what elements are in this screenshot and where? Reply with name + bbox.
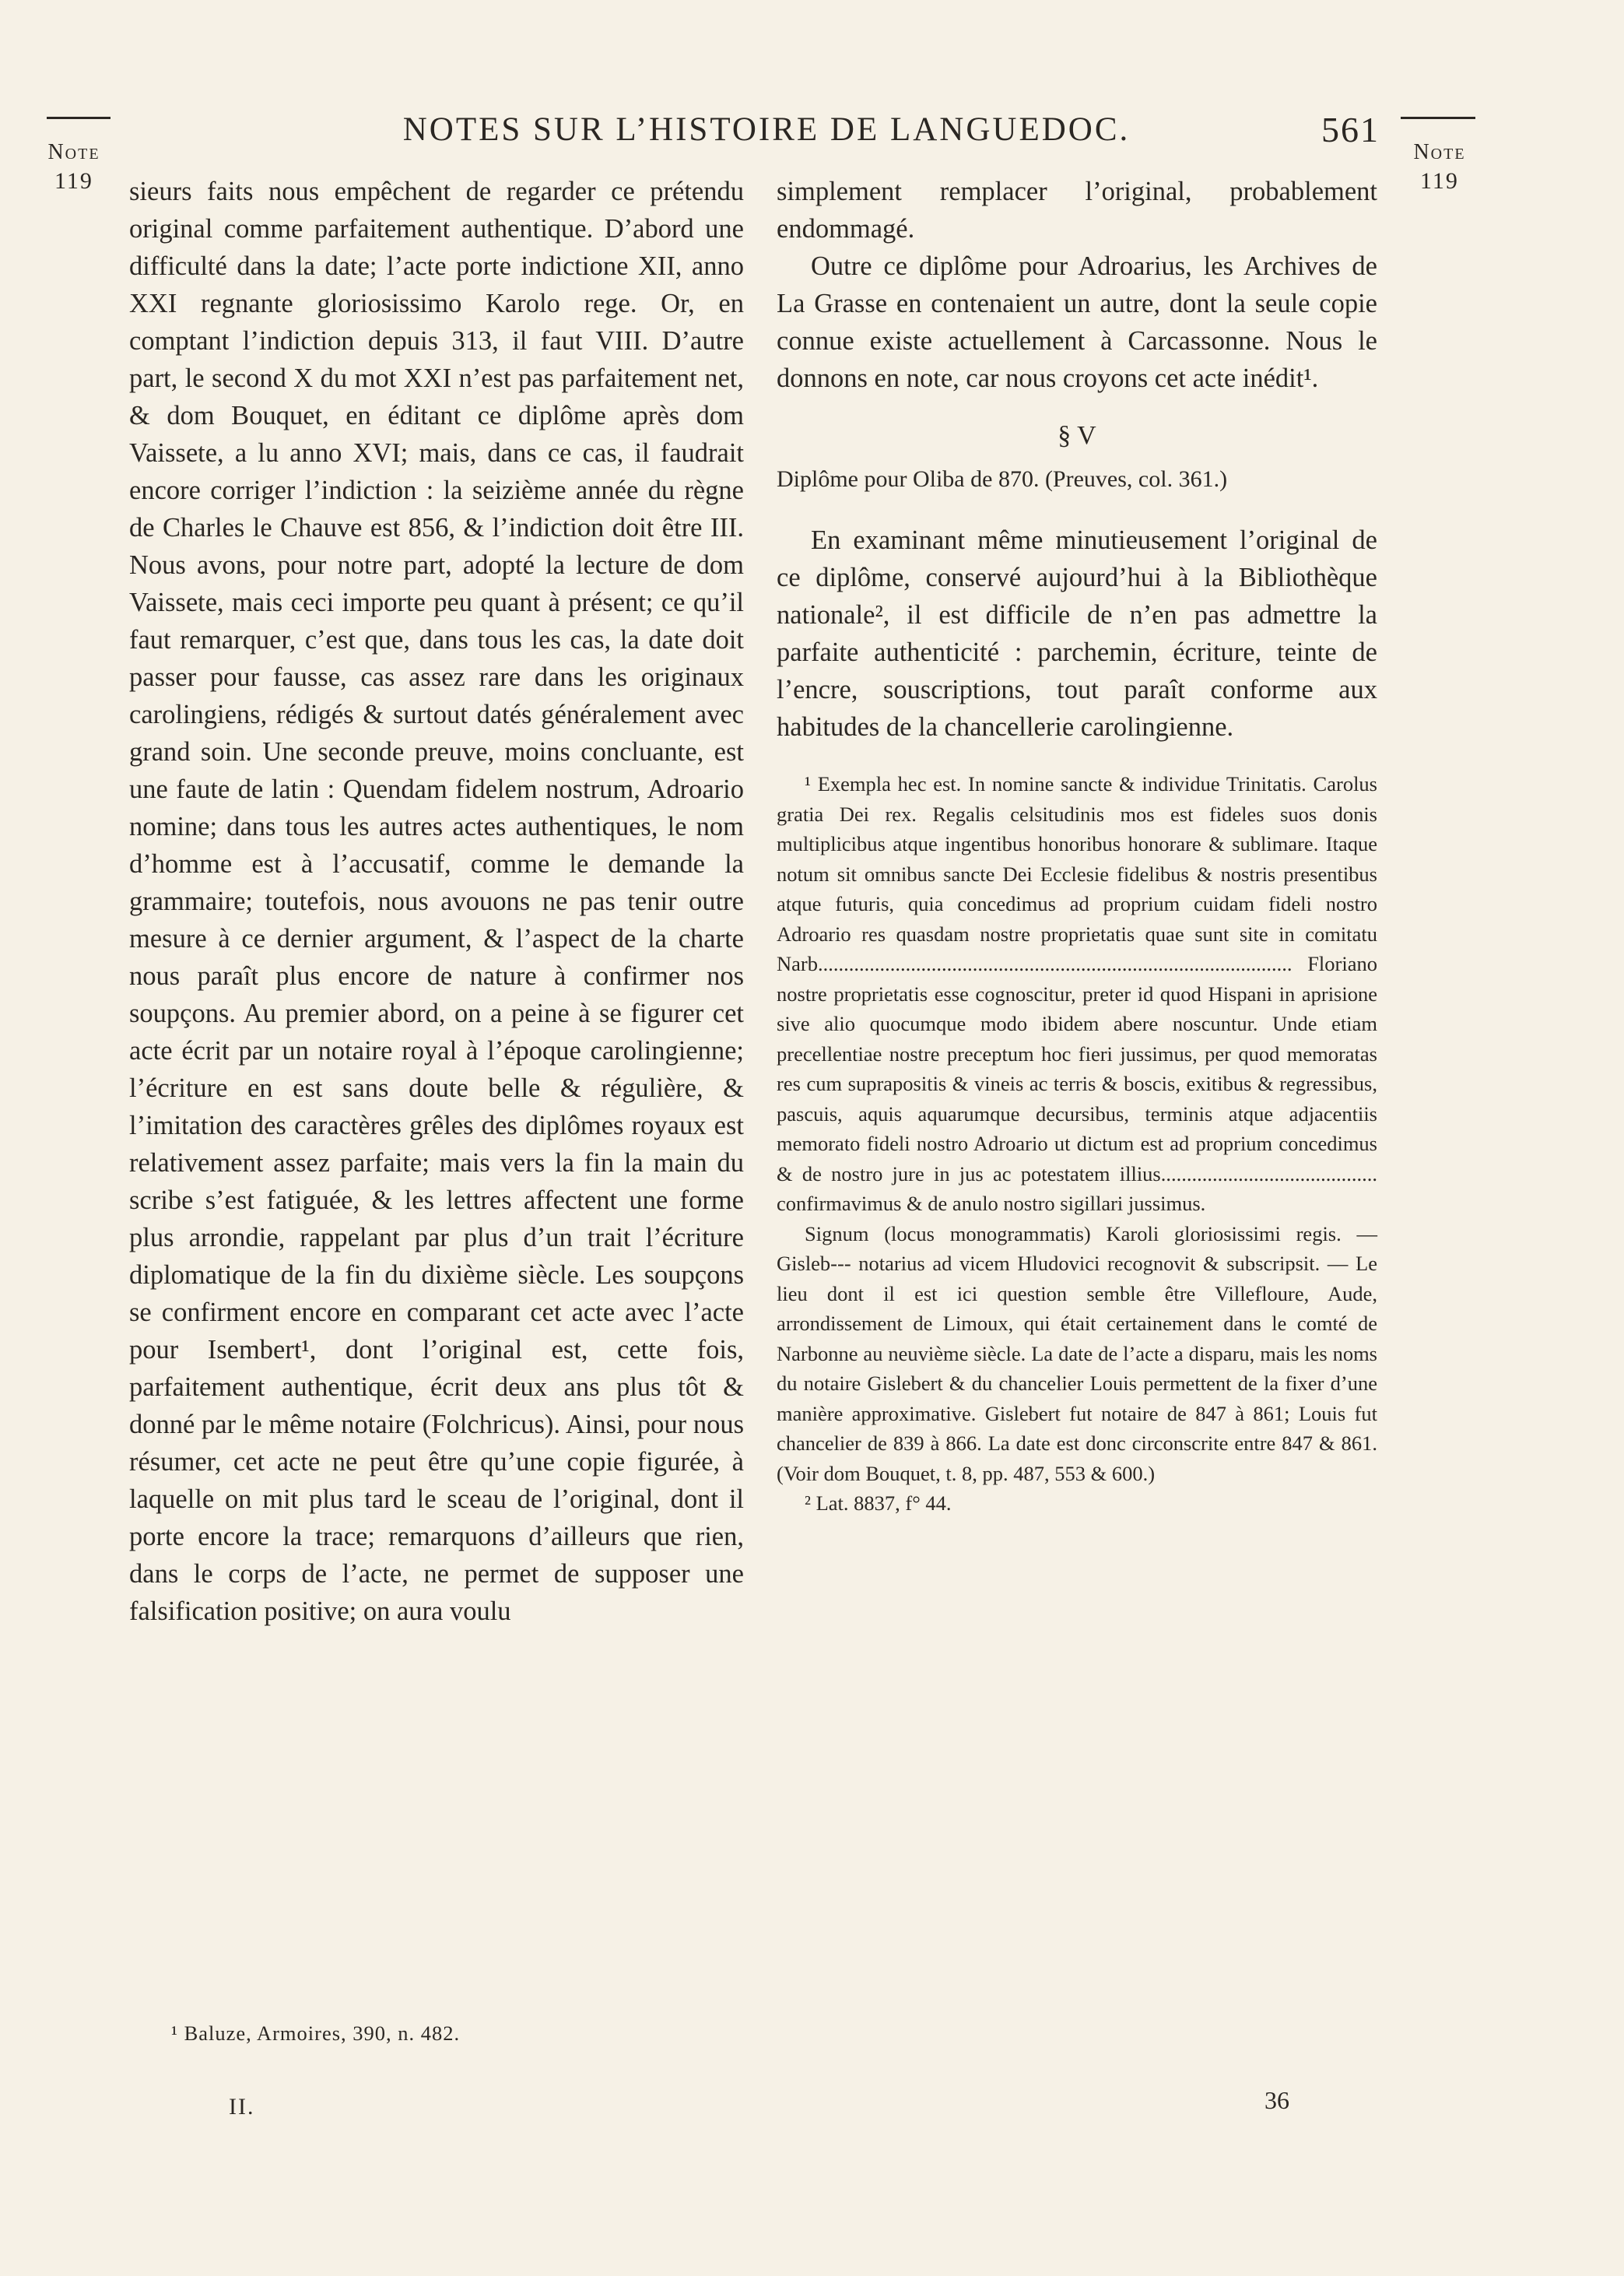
- page-number: 561: [1321, 110, 1380, 149]
- left-margin-label: Note: [47, 140, 100, 164]
- right-column: [777, 173, 1377, 1519]
- footnote-2: ² Lat. 8837, f° 44.: [805, 1491, 952, 1515]
- right-margin-label: Note: [1413, 140, 1466, 164]
- left-margin-rule: [47, 117, 110, 119]
- left-margin-number: 119: [54, 168, 93, 194]
- right-margin-number: 119: [1420, 168, 1459, 194]
- signature-mark: II.: [229, 2094, 255, 2120]
- footnote-1-continued: Signum (locus monogrammatis) Karoli gloriosissimi regis. — Gisleb--- notarius ad vicem Hludovici recognovit & subscripsit. — Le lieu dont il est ici question semble être Villefloure, Aude, arrondissement de Limoux, qui était certainement dans le comté de Narbonne au neuvième siècle. La date de l’acte a disparu, mais les noms du notaire Gislebert & du chancelier Louis permettent de la fixer d’une manière approximative. Gislebert fut notaire de 847 à 861; Louis fut chancelier de 839 à 866. La date est donc circonscrite entre 847 & 861. (Voir dom Bouquet, t. 8, pp. 487, 553 & 600.): [777, 1221, 1377, 1485]
- section-mark: § V: [1058, 421, 1096, 450]
- left-column: [129, 173, 744, 1630]
- right-margin-rule: [1401, 117, 1475, 119]
- right-margin-note: [1397, 140, 1482, 195]
- footnote-1: ¹ Exempla hec est. In nomine sancte & individue Trinitatis. Carolus gratia Dei rex. Regalis celsitudinis mos est fideles suos donis multiplicibus atque ingentibus honoribus honorare & sublimare. Itaque notum sit omnibus sancte Dei Ecclesie fidelibus & nostris presentibus atque futuris, quia concedimus ad proprium cuidam fideli nostro Adroario res quasdam nostre proprietatis quae sunt site in comitatu Narb............................................................................................ Floriano nostre proprietatis esse cognoscitur, preter id quod Hispani in aprisione sive alio quocumque modo ibidem abere noscuntur. Unde etiam precellentiae nostre preceptum hoc fieri jussimus, per quod memoratas res cum suprapositis & vineis ac terris & boscis, exitibus & regressibus, pascuis, aquis aquarumque decursibus, terminis atque adjacentiis memorato fideli nostro Adroario ut dictum est ad proprium concedimus & de nostro jure in jus ac potestatem illius.......................................... confirmavimus & de anulo nostro sigillari jussimus.: [777, 772, 1377, 1215]
- section-paragraph: En examinant même minutieusement l’original de ce diplôme, conservé aujourd’hui à la Bibliothèque nationale², il est difficile de n’en pas admettre la parfaite authenticité : parchemin, écriture, teinte de l’encre, souscriptions, tout paraît conforme aux habitudes de la chancellerie carolingienne.: [777, 525, 1377, 742]
- running-title: NOTES SUR L’HISTOIRE DE LANGUEDOC.: [402, 111, 1131, 148]
- right-body-paragraph-1: simplement remplacer l’original, probablement endommagé.: [777, 177, 1377, 244]
- right-body-paragraph-2: Outre ce diplôme pour Adroarius, les Archives de La Grasse en contenaient un autre, dont la seule copie connue existe actuellement à Carcassonne. Nous le donnons en note, car nous croyons cet acte inédit¹.: [777, 251, 1377, 393]
- footnotes: [777, 769, 1377, 1519]
- left-footnote: ¹ Baluze, Armoires, 390, n. 482.: [171, 2021, 461, 2045]
- left-margin-note: [31, 140, 117, 195]
- section-heading: Diplôme pour Oliba de 870. (Preuves, col. 361.): [777, 466, 1228, 492]
- folio-mark: 36: [1264, 2086, 1289, 2114]
- left-body-paragraph: sieurs faits nous empêchent de regarder ce prétendu original comme parfaitement authentique. D’abord une difficulté dans la date; l’acte porte indictione XII, anno XXI regnante gloriosissimo Karolo rege. Or, en comptant l’indiction depuis 313, il faut VIII. D’autre part, le second X du mot XXI n’est pas parfaitement net, & dom Bouquet, en éditant ce diplôme après dom Vaissete, a lu anno XVI; mais, dans ce cas, il faudrait encore corriger l’indiction : la seizième année du règne de Charles le Chauve est 856, & l’indiction doit être III. Nous avons, pour notre part, adopté la lecture de dom Vaissete, mais ceci importe peu quant à présent; ce qu’il faut remarquer, c’est que, dans tous les cas, la date doit passer pour fausse, cas assez rare dans les originaux carolingiens, rédigés & surtout datés généralement avec grand soin. Une seconde preuve, moins concluante, est une faute de latin : Quendam fidelem nostrum, Adroario nomine; dans tous les autres actes authentiques, le nom d’homme est à l’accusatif, comme le demande la grammaire; toutefois, nous avouons ne pas tenir outre mesure à ce dernier argument, & l’aspect de la charte nous paraît plus encore de nature à confirmer nos soupçons. Au premier abord, on a peine à se figurer cet acte écrit par un notaire royal à l’époque carolingienne; l’écriture en est sans doute belle & régulière, & l’imitation des caractères grêles des diplômes royaux est relativement assez parfaite; mais vers la fin la main du scribe s’est fatiguée, & les lettres affectent une forme plus arrondie, rappelant par plus d’un trait l’écriture diplomatique de la fin du dixième siècle. Les soupçons se confirment encore en comparant cet acte avec l’acte pour Isembert¹, dont l’original est, cette fois, parfaitement authentique, écrit deux ans plus tôt & donné par le même notaire (Folchricus). Ainsi, pour nous résumer, cet acte ne peut être qu’une copie figurée, à laquelle on mit plus tard le sceau de l’original, dont il porte encore la trace; remarquons d’ailleurs que rien, dans le corps de l’acte, ne permet de supposer une falsification positive; on aura voulu: [129, 177, 744, 1626]
